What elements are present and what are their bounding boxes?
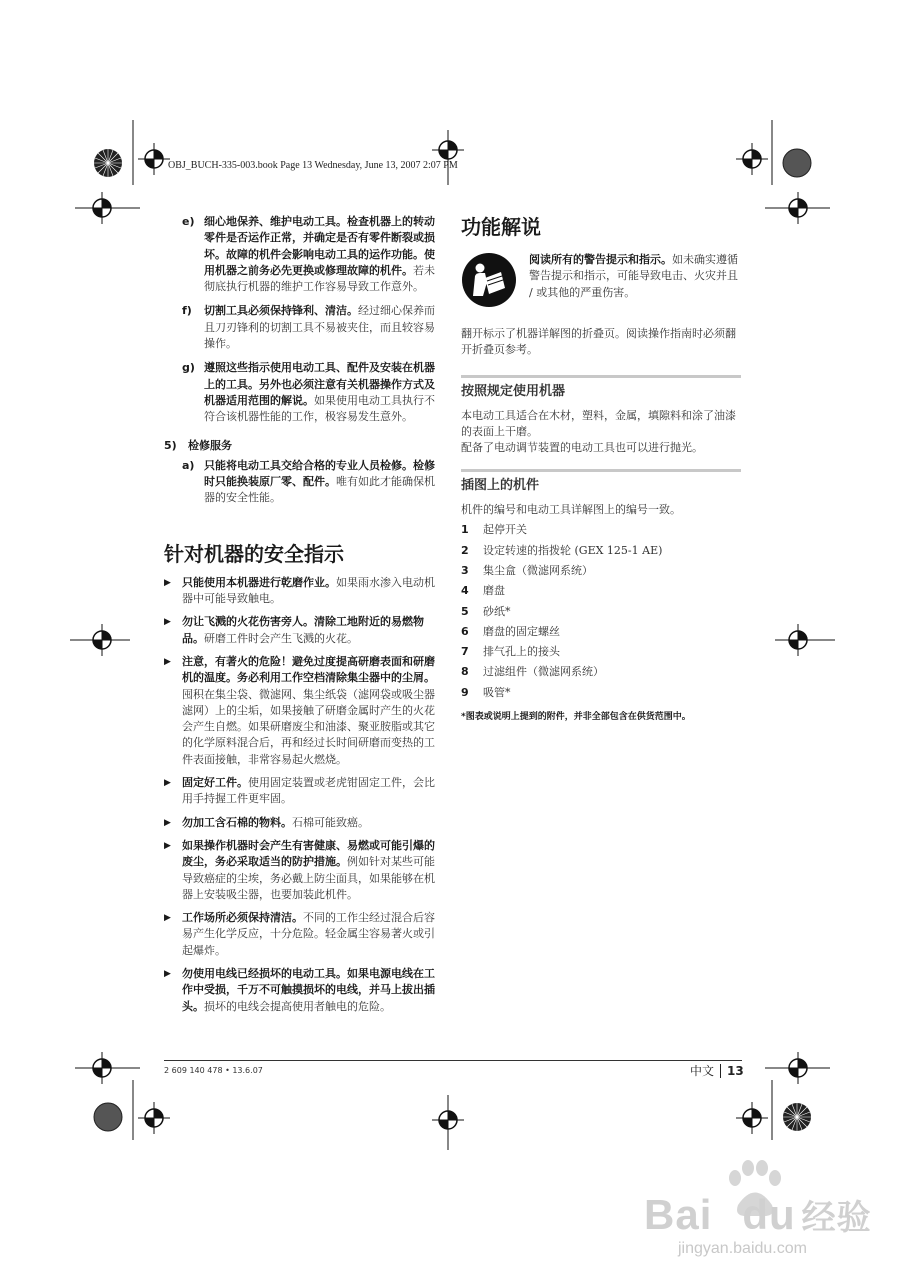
document-code: 2 609 140 478 • 13.6.07	[164, 1066, 263, 1075]
item-text: 若未彻底执行机器的维护工作容易导致工作意外。	[204, 263, 435, 294]
component-item	[461, 522, 741, 538]
component-item	[461, 624, 741, 640]
item-bold-text: 细心地保养、维护电动工具。检查机器上的转动零件是否运作正常，并确定是否有零件断裂或损坏。故障的机件会影响电动工具的运作功能。使用机器之前务必先更换或修理故障的机件。	[204, 215, 435, 277]
component-number: 8	[461, 665, 469, 679]
registration-target-icon	[778, 188, 818, 228]
bullet-item	[164, 654, 444, 768]
intended-use-text: 配备了电动调节装置的电动工具也可以进行抛光。	[461, 441, 703, 455]
item-bold-text: 只能将电动工具交给合格的专业人员检修。检修时只能换装原厂零、配件。	[204, 458, 435, 489]
triangle-bullet-icon: ▶	[164, 778, 171, 789]
function-section-title: 功能解说	[461, 215, 541, 239]
bullet-item	[164, 966, 444, 1015]
intended-use-heading: 按照规定使用机器	[461, 375, 741, 400]
bullet-bold-text: 勿让飞溅的火花伤害旁人。清除工地附近的易燃物品。	[182, 615, 424, 645]
footer-divider	[164, 1060, 742, 1061]
component-item	[461, 583, 741, 599]
item-bold-text: 遵照这些指示使用电动工具、配件及安装在机器上的工具。另外也必须注意有关机器操作方式及机器适用范围的解说。	[204, 361, 435, 407]
section-heading	[164, 438, 444, 454]
component-label: 磨盘	[483, 584, 505, 598]
bullet-text: 研磨工件时会产生飞溅的火花。	[204, 631, 358, 645]
bullet-bold-text: 如果操作机器时会产生有害健康、易燃或可能引爆的废尘，务必采取适当的防护措施。	[182, 838, 435, 869]
triangle-bullet-icon: ▶	[164, 913, 171, 924]
registration-target-icon	[428, 130, 468, 170]
color-wheel-icon	[93, 1102, 123, 1132]
footer-separator	[720, 1064, 721, 1078]
triangle-bullet-icon: ▶	[164, 617, 171, 628]
component-label: 磨盘的固定螺丝	[483, 624, 560, 638]
components-heading: 插图上的机件	[461, 469, 741, 494]
component-item	[461, 644, 741, 660]
item-text: 唯有如此才能确保机器的安全性能。	[204, 475, 435, 505]
component-number: 5	[461, 604, 469, 618]
bullet-item	[164, 910, 444, 959]
component-number: 6	[461, 624, 469, 638]
watermark-brand: Bai	[644, 1191, 713, 1238]
component-label: 排气孔上的接头	[483, 645, 560, 659]
bullet-bold-text: 工作场所必须保持清洁。	[182, 911, 303, 925]
bullet-text: 损坏的电线会提高使用者触电的危险。	[204, 999, 391, 1013]
bullet-bold-text: 固定好工件。	[182, 776, 248, 790]
bullet-bold-text: 勿使用电线已经损坏的电动工具。如果电源电线在工作中受损，千万不可触摸损坏的电线，并马上拔出插头。	[182, 966, 435, 1013]
book-header-line: OBJ_BUCH-335-003.book Page 13 Wednesday, June 13, 2007 2:07 PM	[168, 160, 458, 171]
registration-target-icon	[732, 1098, 772, 1138]
bullet-item	[164, 815, 444, 831]
component-number: 3	[461, 563, 469, 577]
component-number: 7	[461, 645, 469, 659]
component-label: 设定转速的指拨轮 (GEX 125-1 AE)	[483, 543, 663, 557]
component-item	[461, 563, 741, 579]
right-column	[461, 214, 741, 725]
color-wheel-icon	[782, 148, 812, 178]
registration-target-icon	[82, 620, 122, 660]
bullet-text: 如果雨水渗入电动机器中可能导致触电。	[182, 575, 435, 606]
section-title: 检修服务	[188, 438, 232, 452]
registration-target-icon	[732, 139, 772, 179]
watermark-url: jingyan.baidu.com	[678, 1240, 807, 1257]
intended-use-text: 本电动工具适合在木材，塑料，金属，填隙料和涂了油漆的表面上干磨。	[461, 408, 736, 439]
warning-bold-text: 阅读所有的警告提示和指示。	[529, 253, 672, 266]
bullet-bold-text: 勿加工含石棉的物料。	[182, 815, 292, 829]
component-number: 4	[461, 584, 469, 598]
component-item	[461, 604, 741, 620]
component-label: 过滤组件（微滤网系统）	[483, 665, 604, 679]
watermark-brand-cn: 经验	[801, 1199, 872, 1237]
triangle-bullet-icon: ▶	[164, 656, 171, 667]
component-label: 吸管*	[483, 685, 511, 699]
bullet-text: 不同的工作尘经过混合后容易产生化学反应，十分危险。轻金属尘容易著火或引起爆炸。	[182, 911, 435, 957]
component-label: 砂纸*	[483, 604, 511, 618]
list-item	[182, 458, 444, 507]
registration-target-icon	[82, 1048, 122, 1088]
color-wheel-icon	[782, 1102, 812, 1132]
component-label: 集尘盒（微滤网系统）	[483, 563, 593, 577]
accessories-footnote: *图表或说明上提到的附件，并非全部包含在供货范围中。	[461, 712, 691, 723]
bullet-text: 囤积在集尘袋、微滤网、集尘纸袋（滤网袋或吸尘器滤网）上的尘垢，如果接触了研磨金属时产生的火花会产生自燃。如果研磨废尘和油漆、聚亚胺脂或其它的化学原料混合后，再和经过长时间研磨而变热的工件表面接触，非常容易起火燃烧。	[182, 687, 435, 766]
list-item	[182, 303, 444, 352]
list-item	[182, 214, 444, 295]
component-item	[461, 543, 741, 559]
registration-target-icon	[134, 1098, 174, 1138]
item-label: a)	[182, 458, 195, 472]
warning-text: 如未确实遵循警告提示和指示，可能导致电击、火灾并且 / 或其他的严重伤害。	[529, 253, 738, 299]
component-item	[461, 664, 741, 680]
language-label: 中文	[690, 1064, 715, 1078]
page-footer	[690, 1062, 744, 1079]
bullet-item	[164, 838, 444, 903]
item-label: e)	[182, 215, 195, 228]
read-manual-icon	[461, 252, 517, 308]
list-item	[182, 360, 444, 425]
warning-block	[461, 252, 741, 308]
safety-section-title: 针对机器的安全指示	[164, 541, 344, 566]
left-column	[164, 214, 444, 1022]
color-wheel-icon	[93, 148, 123, 178]
bullet-item	[164, 614, 444, 647]
item-label: f)	[182, 304, 192, 318]
page-number: 13	[727, 1063, 744, 1078]
bullet-text: 例如针对某些可能导致癌症的尘埃，务必戴上防尘面具，如果能够在机器上安装吸尘器，也要加装此机件。	[182, 855, 435, 901]
bullet-item	[164, 775, 444, 808]
triangle-bullet-icon: ▶	[164, 817, 171, 828]
component-number: 1	[461, 523, 469, 537]
components-intro: 机件的编号和电动工具详解图上的编号一致。	[461, 503, 681, 517]
baidu-watermark	[638, 1150, 872, 1260]
bullet-bold-text: 只能使用本机器进行乾磨作业。	[182, 575, 336, 589]
component-item	[461, 685, 741, 701]
triangle-bullet-icon: ▶	[164, 577, 171, 588]
registration-target-icon	[778, 620, 818, 660]
registration-target-icon	[82, 188, 122, 228]
registration-target-icon	[778, 1048, 818, 1088]
bullet-bold-text: 注意，有著火的危险！避免过度提高研磨表面和研磨机的温度。务必利用工作空档清除集尘器中的尘屑。	[182, 654, 435, 685]
fold-page-text: 翻开标示了机器详解图的折叠页。阅读操作指南时必须翻开折叠页参考。	[461, 327, 736, 357]
watermark-brand-suffix: du	[742, 1191, 796, 1238]
item-label: g)	[182, 361, 195, 375]
item-bold-text: 切割工具必须保持锋利、清洁。	[204, 304, 358, 318]
bullet-item	[164, 575, 444, 608]
item-text: 经过细心保养而且刀刃锋利的切割工具不易被夹住，而且较容易操作。	[204, 304, 435, 351]
registration-target-icon	[428, 1100, 468, 1140]
registration-target-icon	[134, 139, 174, 179]
section-number: 5)	[164, 438, 177, 452]
bullet-text: 使用固定装置或老虎钳固定工件，会比用手持握工件更牢固。	[182, 776, 435, 806]
component-number: 9	[461, 685, 469, 699]
component-number: 2	[461, 543, 469, 557]
item-text: 如果使用电动工具执行不符合该机器性能的工作，极容易发生意外。	[204, 393, 435, 424]
component-label: 起停开关	[483, 523, 527, 537]
triangle-bullet-icon: ▶	[164, 840, 171, 851]
bullet-text: 石棉可能致癌。	[292, 815, 369, 829]
triangle-bullet-icon: ▶	[164, 968, 171, 979]
